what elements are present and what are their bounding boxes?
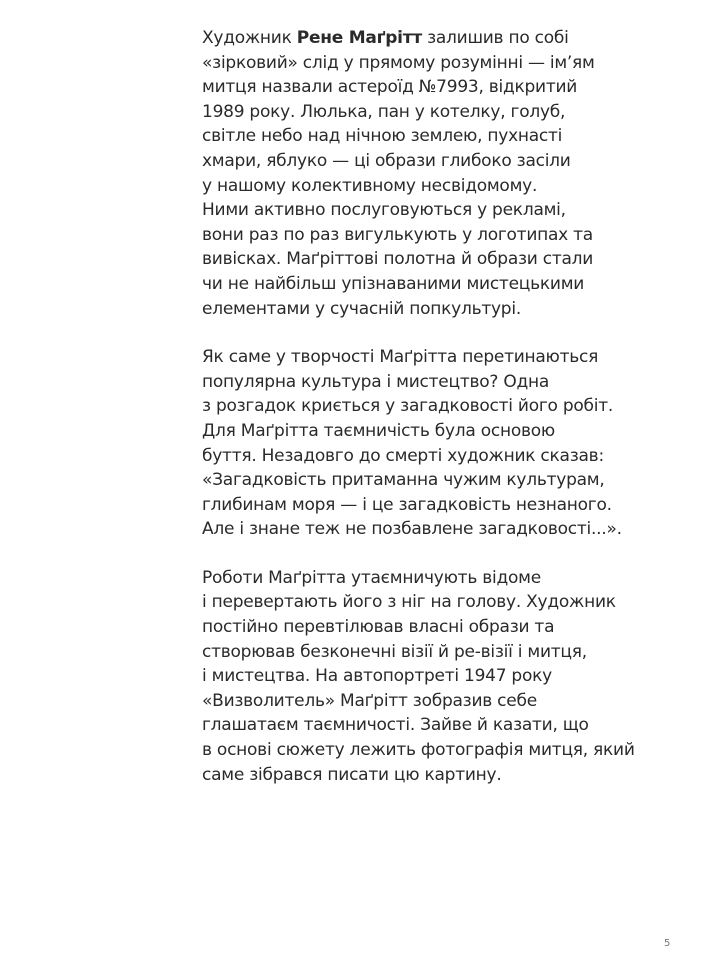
text-line bbox=[202, 223, 702, 248]
artist-name: Рене Маґрітт bbox=[296, 28, 422, 48]
text-segment: популярна культура і мистецтво? Одна bbox=[202, 371, 549, 392]
text-segment: елементами у сучасній попкультурі. bbox=[202, 298, 521, 319]
text-segment: 1989 року. Люлька, пан у котелку, голуб, bbox=[202, 101, 566, 122]
text-line bbox=[202, 370, 702, 395]
text-segment: постійно перевтілював власні образи та bbox=[202, 617, 555, 638]
text-line bbox=[202, 394, 702, 419]
text-segment: саме зібрався писати цю картину. bbox=[202, 764, 502, 785]
text-segment: Як саме у творчості Маґрітта перетинаються bbox=[202, 347, 599, 368]
text-line bbox=[202, 468, 702, 493]
text-segment: глашатаєм таємничості. Зайве й казати, що bbox=[202, 715, 589, 736]
text-segment: чи не найбільш упізнаваними мистецькими bbox=[202, 273, 585, 294]
text-segment: хмари, яблуко — ці образи глибоко засіли bbox=[202, 150, 571, 171]
text-column bbox=[202, 26, 702, 811]
text-segment: вивісках. Маґріттові полотна й образи стали bbox=[202, 249, 594, 270]
paragraph bbox=[202, 566, 702, 787]
text-segment: залишив по собі bbox=[421, 28, 569, 48]
text-segment: в основі сюжету лежить фотографія митця, який bbox=[202, 740, 635, 761]
text-line bbox=[202, 75, 702, 100]
text-segment: у нашому колективному несвідомому. bbox=[202, 175, 538, 196]
text-segment: глибинам моря — і це загадковість незнаного. bbox=[202, 494, 612, 515]
text-line bbox=[202, 51, 702, 76]
text-line bbox=[202, 247, 702, 272]
text-segment: і мистецтва. На автопортреті 1947 року bbox=[202, 666, 552, 687]
text-segment: «Визволитель» Маґрітт зобразив себе bbox=[202, 690, 537, 711]
text-line bbox=[202, 763, 702, 788]
text-segment: з розгадок криється у загадковості його робіт. bbox=[202, 396, 614, 417]
text-line bbox=[202, 419, 702, 444]
text-line bbox=[202, 444, 702, 469]
text-segment: створював безконечні візії й ре-візії і митця, bbox=[202, 641, 587, 662]
text-segment: Але і знане теж не позбавлене загадковості...». bbox=[202, 519, 622, 540]
text-line bbox=[202, 272, 702, 297]
text-line bbox=[202, 149, 702, 174]
paragraph bbox=[202, 26, 702, 321]
text-segment: світле небо над нічною землею, пухнасті bbox=[202, 126, 563, 147]
text-line bbox=[202, 198, 702, 223]
text-segment: Ними активно послуговуються у рекламі, bbox=[202, 200, 566, 221]
text-line bbox=[202, 713, 702, 738]
text-line bbox=[202, 174, 702, 199]
text-line bbox=[202, 640, 702, 665]
text-line bbox=[202, 124, 702, 149]
text-segment: митця назвали астероїд №7993, відкритий bbox=[202, 77, 578, 98]
text-segment: Для Маґрітта таємничість була основою bbox=[202, 420, 555, 441]
text-line bbox=[202, 297, 702, 322]
page-number: 5 bbox=[664, 938, 671, 949]
text-segment: вони раз по раз вигулькують у логотипах та bbox=[202, 224, 593, 245]
text-segment: «Загадковість притаманна чужим культурам, bbox=[202, 470, 605, 491]
text-segment: Художник bbox=[202, 28, 297, 48]
text-line bbox=[202, 517, 702, 542]
text-line bbox=[202, 566, 702, 591]
text-line bbox=[202, 493, 702, 518]
text-segment: буття. Незадовго до смерті художник сказав: bbox=[202, 445, 604, 466]
text-line bbox=[202, 590, 702, 615]
paragraph bbox=[202, 345, 702, 542]
text-segment: Роботи Маґрітта утаємничують відоме bbox=[202, 567, 541, 588]
text-line bbox=[202, 615, 702, 640]
text-line bbox=[202, 345, 702, 370]
text-line bbox=[202, 100, 702, 125]
text-line bbox=[202, 689, 702, 714]
text-line bbox=[202, 664, 702, 689]
text-line bbox=[202, 26, 702, 51]
text-segment: «зірковий» слід у прямому розумінні — ім’ям bbox=[202, 52, 595, 73]
text-segment: і перевертають його з ніг на голову. Художник bbox=[202, 592, 616, 613]
text-line bbox=[202, 738, 702, 763]
